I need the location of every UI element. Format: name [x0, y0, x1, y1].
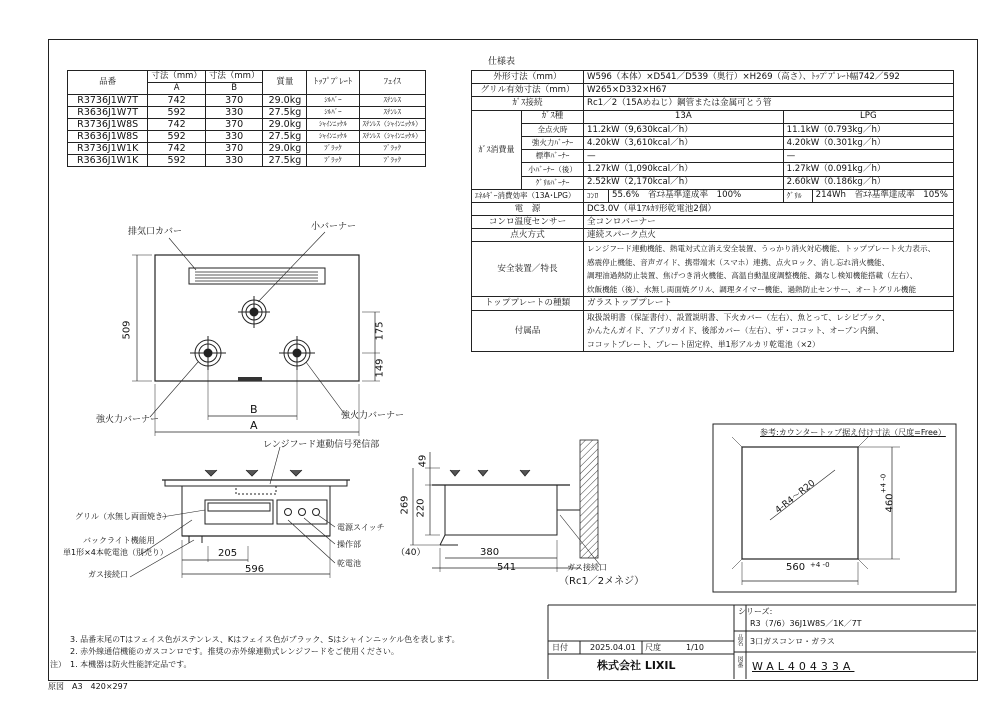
- dim-b: B: [250, 403, 258, 416]
- side-view: [410, 440, 600, 572]
- date-label: 日付: [552, 643, 568, 652]
- outer-label: 外形寸法（mm）: [472, 71, 584, 84]
- dim-220: 220: [415, 498, 427, 518]
- model-cell-top: ｼﾙﾊﾞｰ: [307, 95, 359, 107]
- gas-port-label: ガス接続口: [88, 570, 128, 579]
- dim-596: 596: [245, 564, 265, 575]
- model-cell-top: ｼﾙﾊﾞｰ: [307, 107, 359, 119]
- model-cell-b: 370: [205, 143, 263, 155]
- outer-value: W596（本体）×D541／D539（奥行）×H269（高さ）、ﾄｯﾌﾟﾌﾟﾚｰﾄ幅742／592: [584, 71, 954, 84]
- safety-label: 安全装置／特長: [472, 242, 584, 297]
- gas-type-label: ｶﾞｽ種: [522, 110, 584, 123]
- grill-label: グリル（水無し両面焼き）: [75, 512, 171, 521]
- model-cell-b: 330: [205, 131, 263, 143]
- dim-a: A: [250, 419, 258, 432]
- consumption-13a: 11.2kW（9,630kcal／h）: [584, 123, 784, 136]
- dry-battery-label: 乾電池: [337, 559, 361, 568]
- date-value: 2025.04.01: [590, 643, 636, 652]
- b-header: B: [205, 83, 263, 95]
- ref-460: 460: [884, 493, 896, 513]
- consumption-row-label: 全点火時: [522, 123, 584, 136]
- paper-size: 原図 A3 420×297: [48, 682, 128, 691]
- consumption-lpg: —: [783, 150, 953, 163]
- ref-560-tolerance: +4 -0: [810, 561, 830, 569]
- drawing-no-label: 図番: [736, 656, 743, 668]
- strong-burner-left-label: 強火力バーナー: [96, 415, 160, 425]
- model-cell-b: 330: [205, 107, 263, 119]
- model-cell-weight: 27.5kg: [263, 107, 307, 119]
- small-burner-label: 小バーナー: [311, 222, 357, 232]
- drawing-number: WAL40433A: [752, 660, 855, 673]
- a-header: A: [148, 83, 206, 95]
- series-value: R3（7/6）36J1W8S／1K／7T: [750, 619, 862, 628]
- consumption-13a: 1.27kW（1,090kcal／h）: [584, 163, 784, 176]
- grill-label: グリル有効寸法（mm）: [472, 84, 584, 97]
- note-2: 2. 赤外線通信機能のガスコンロです。推奨の赤外線連動式レンジフードをご使用ください。: [70, 647, 399, 656]
- gas-port2-spec: （Rc1／2メネジ）: [559, 576, 645, 587]
- model-cell-model: R3636J1W7T: [68, 107, 148, 119]
- ref-460-tolerance: +4 -0: [879, 473, 888, 494]
- accessory-line: ココットプレート、プレート固定枠、単1形アルカリ乾電池（×2）: [587, 339, 820, 349]
- eff-conro-value: 55.6% 省ｴﾈ基準達成率 100%: [609, 189, 784, 202]
- model-cell-model: R3736J1W8S: [68, 119, 148, 131]
- dim-a-header: 寸法（mm）: [148, 71, 206, 83]
- model-cell-weight: 29.0kg: [263, 119, 307, 131]
- consumption-label: ｶﾞｽ消費量: [472, 110, 522, 189]
- note-prefix: 注）: [50, 660, 66, 669]
- ref-560: 560: [786, 562, 806, 573]
- top-plate-value: ガラストッププレート: [584, 297, 954, 310]
- power-value: DC3.0V（単1ｱﾙｶﾘ形乾電池2個）: [584, 202, 954, 215]
- model-cell-face: ｽﾃﾝﾚｽ: [359, 107, 426, 119]
- model-cell-a: 742: [148, 119, 206, 131]
- backlight-label: バックライト機能用: [83, 536, 155, 545]
- hood-signal-label: レンジフード連動信号発信部: [263, 440, 380, 450]
- safety-line: 感震停止機能、音声ガイド、携帯端末（スマホ）連携、点火ロック、消し忘れ消火機能、: [587, 257, 890, 267]
- product-label: 品名: [736, 634, 743, 646]
- eff-conro: ｺﾝﾛ: [584, 189, 609, 202]
- safety-line: 調理油過熱防止装置、焦げつき消火機能、高温自動温度調整機能、鍋なし検知機能搭載（左右）、: [587, 271, 918, 281]
- ignition-value: 連続スパーク点火: [584, 229, 954, 242]
- consumption-lpg: 4.20kW（0.301kg／h）: [783, 136, 953, 149]
- model-cell-b: 370: [205, 119, 263, 131]
- scale-label: 尺度: [645, 643, 661, 652]
- model-cell-top: ｼｬｲﾝﾆｯｹﾙ: [307, 131, 359, 143]
- accessories-label: 付属品: [472, 310, 584, 352]
- safety-line: 炊飯機能（後）、水無し両面焼グリル、調理タイマー機能、過熱防止センサー、オートグリル機能: [587, 284, 917, 294]
- dim-269: 269: [399, 495, 411, 515]
- battery-label: 単1形×4本乾電池（別売り）: [63, 548, 168, 557]
- consumption-row-label: 小ﾊﾞｰﾅｰ（後）: [522, 163, 584, 176]
- note-1: 1. 本機器は防火性能評定品です。: [70, 660, 192, 669]
- power-label: 電 源: [472, 202, 584, 215]
- grill-value: W265×D332×H67: [584, 84, 954, 97]
- consumption-lpg: 2.60kW（0.186kg／h）: [783, 176, 953, 189]
- product-value: 3口ガスコンロ・ガラス: [750, 637, 835, 646]
- accessory-line: 取扱説明書（保証書付）、設置説明書、下火カバー（左右）、魚とって、レシピブック、: [587, 312, 890, 322]
- dim-541: 541: [497, 562, 517, 573]
- consumption-row-label: 標準ﾊﾞｰﾅｰ: [522, 150, 584, 163]
- model-cell-a: 592: [148, 155, 206, 167]
- gas-lpg-header: LPG: [783, 110, 953, 123]
- model-cell-top: ﾌﾞﾗｯｸ: [307, 155, 359, 167]
- dim-509: 509: [121, 320, 133, 340]
- dim-380: 380: [480, 547, 500, 558]
- model-cell-weight: 27.5kg: [263, 131, 307, 143]
- model-cell-model: R3636J1W1K: [68, 155, 148, 167]
- safety-line: レンジフード連動機能、熱電対式立消え安全装置、うっかり消火対応機能、トッププレート火力表示、: [587, 244, 936, 254]
- consumption-13a: —: [584, 150, 784, 163]
- model-cell-a: 742: [148, 143, 206, 155]
- consumption-lpg: 11.1kW（0.793kg／h）: [783, 123, 953, 136]
- model-cell-b: 330: [205, 155, 263, 167]
- ref-radius: 4-R4～R20: [773, 478, 818, 516]
- spec-title: 仕様表: [488, 57, 516, 67]
- dim-205: 205: [218, 548, 238, 559]
- company-name: 株式会社 LIXIL: [597, 659, 676, 672]
- operation-label: 操作部: [337, 540, 361, 549]
- model-cell-model: R3636J1W8S: [68, 131, 148, 143]
- dim-149: 149: [374, 358, 386, 378]
- small-burner-icon: [238, 296, 270, 328]
- sensor-label: コンロ温度センサー: [472, 216, 584, 229]
- counter-cutout-view: [713, 424, 956, 592]
- gas-13a-header: 13A: [584, 110, 784, 123]
- model-cell-model: R3736J1W7T: [68, 95, 148, 107]
- consumption-13a: 2.52kW（2,170kcal／h）: [584, 176, 784, 189]
- ref-title: 参考:カウンタートップ据え付け寸法（尺度=Free）: [760, 428, 946, 437]
- model-cell-b: 370: [205, 95, 263, 107]
- dim-40: （40）: [396, 548, 426, 558]
- ignition-label: 点火方式: [472, 229, 584, 242]
- model-cell-face: ｽﾃﾝﾚｽ: [359, 95, 426, 107]
- eff-grill: ｸﾞﾘﾙ: [783, 189, 812, 202]
- consumption-row-label: 強火力ﾊﾞｰﾅｰ: [522, 136, 584, 149]
- strong-burner-right-label: 強火力バーナー: [341, 411, 405, 421]
- note-3: 3. 品番末尾のTはフェイス色がステンレス、Kはフェイス色がブラック、Sはシャインニッケル色を表します。: [70, 635, 460, 644]
- gas-conn-value: Rc1／2（15Aめねじ）鋼管または金属可とう管: [584, 97, 954, 110]
- model-cell-face: ﾌﾞﾗｯｸ: [359, 155, 426, 167]
- model-cell-face: ｽﾃﾝﾚｽ（ｼｬｲﾝﾆｯｹﾙ）: [359, 119, 426, 131]
- dim-175: 175: [374, 321, 386, 341]
- power-switch-label: 電源スイッチ: [337, 523, 385, 532]
- eff-label: ｴﾈﾙｷﾞｰ消費効率（13A･LPG）: [472, 189, 584, 202]
- model-cell-weight: 29.0kg: [263, 95, 307, 107]
- model-cell-weight: 29.0kg: [263, 143, 307, 155]
- model-cell-top: ﾌﾞﾗｯｸ: [307, 143, 359, 155]
- model-header: 品番: [68, 71, 148, 95]
- exhaust-cover-label: 排気口カバー: [128, 227, 183, 237]
- model-cell-a: 742: [148, 95, 206, 107]
- consumption-lpg: 1.27kW（0.091kg／h）: [783, 163, 953, 176]
- model-cell-model: R3736J1W1K: [68, 143, 148, 155]
- model-cell-face: ｽﾃﾝﾚｽ（ｼｬｲﾝﾆｯｹﾙ）: [359, 131, 426, 143]
- top-header: ﾄｯﾌﾟﾌﾟﾚｰﾄ: [307, 71, 359, 95]
- consumption-row-label: ｸﾞﾘﾙﾊﾞｰﾅｰ: [522, 176, 584, 189]
- top-plate-label: トッププレートの種類: [472, 297, 584, 310]
- model-cell-face: ﾌﾞﾗｯｸ: [359, 143, 426, 155]
- consumption-13a: 4.20kW（3,610kcal／h）: [584, 136, 784, 149]
- model-cell-a: 592: [148, 107, 206, 119]
- gas-port2-label: ガス接続口: [567, 563, 607, 572]
- weight-header: 質量: [263, 71, 307, 95]
- model-cell-top: ｼｬｲﾝﾆｯｹﾙ: [307, 119, 359, 131]
- sensor-value: 全コンロバーナー: [584, 216, 954, 229]
- dim-b-header: 寸法（mm）: [205, 71, 263, 83]
- model-cell-weight: 27.5kg: [263, 155, 307, 167]
- accessory-line: かんたんガイド、アプリガイド、後部カバー（左右）、ザ・ココット、オーブン内網、: [587, 326, 884, 336]
- face-header: ﾌｪｲｽ: [359, 71, 426, 95]
- dim-49: 49: [417, 454, 429, 468]
- eff-grill-value: 214Wh 省ｴﾈ基準達成率 105%: [812, 189, 953, 202]
- scale-value: 1/10: [686, 643, 704, 652]
- gas-conn-label: ｶﾞｽ接続: [472, 97, 584, 110]
- model-cell-a: 592: [148, 131, 206, 143]
- series-label: シリーズ:: [738, 607, 773, 616]
